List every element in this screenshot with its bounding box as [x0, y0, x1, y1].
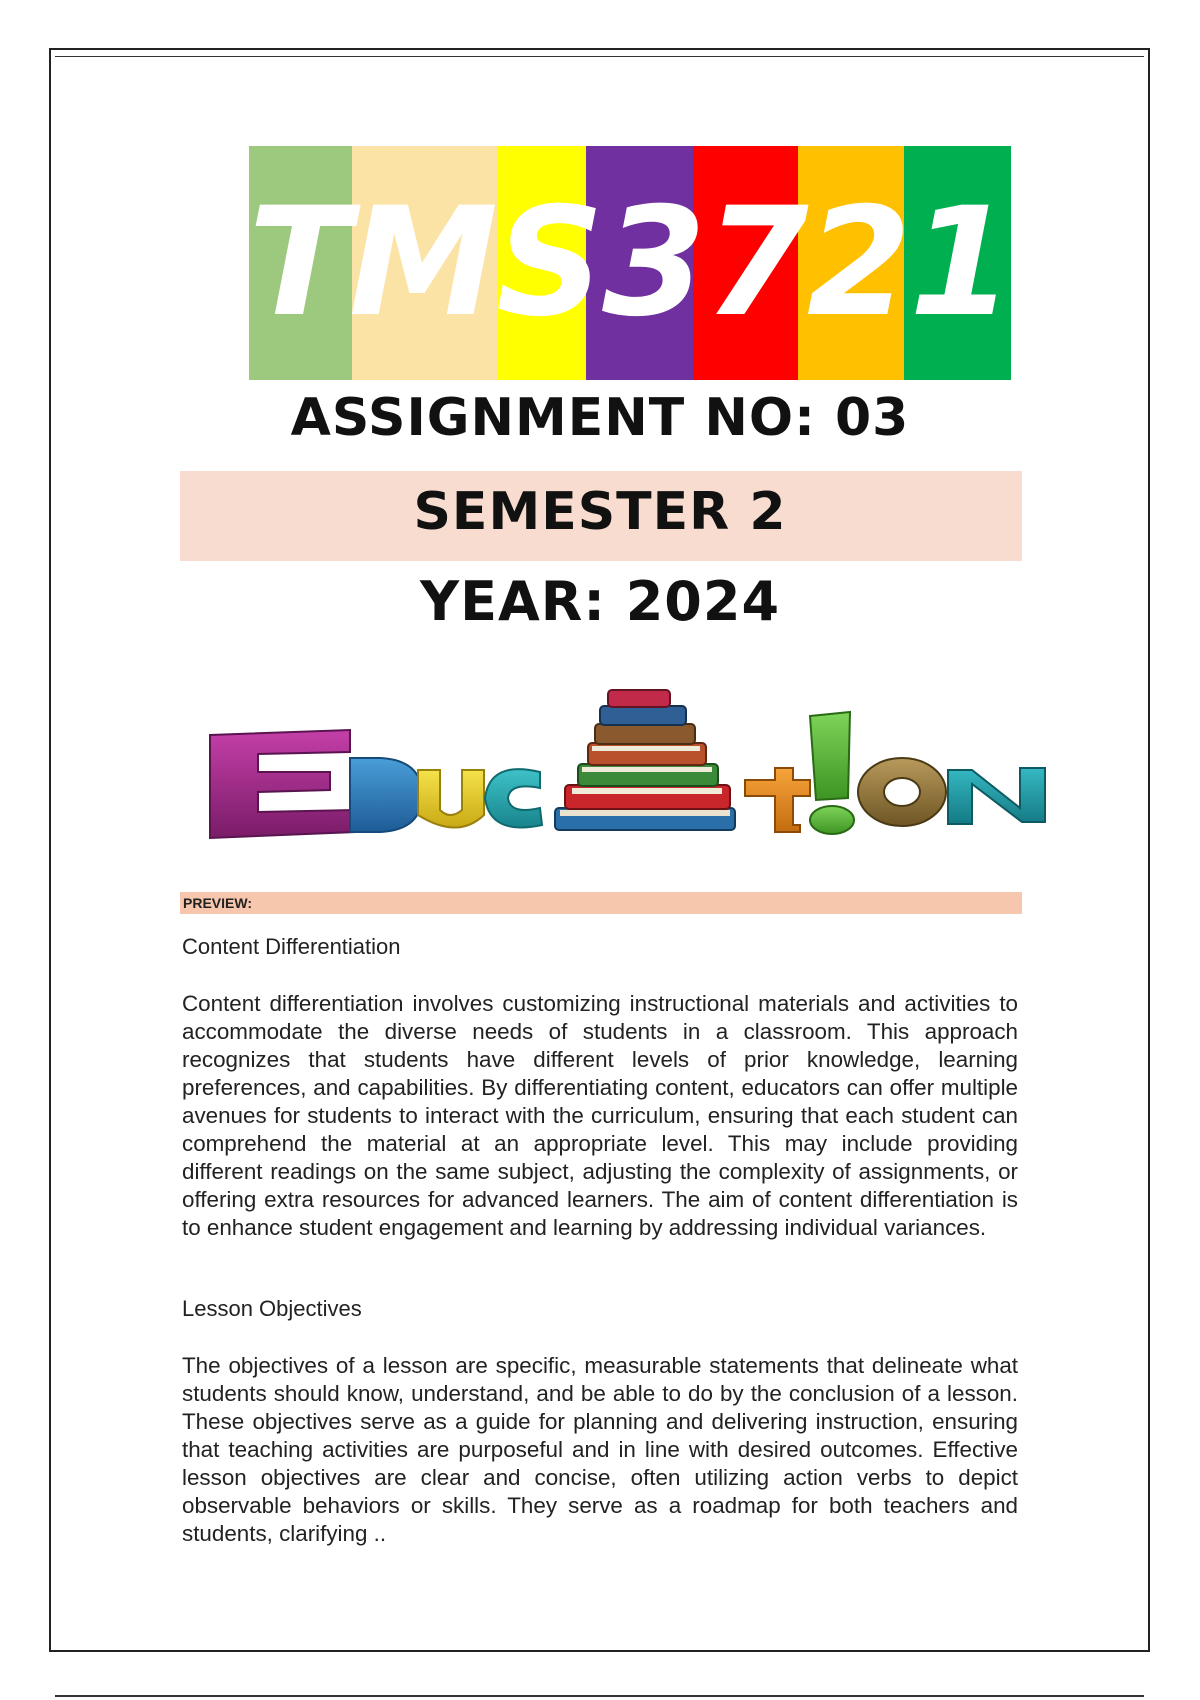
letter-e-shape	[210, 730, 355, 838]
section-title-lesson-objectives: Lesson Objectives	[182, 1296, 362, 1321]
section-body-content-differentiation: Content differentiation involves customizing instructional materials and activities to accommodate the diverse needs of students in a classroom. This approach recognizes that students have different levels of prior knowledge, learning preferences, and capabilities. By differentiating content, educators can offer multiple avenues for students to interact with the curriculum, ensuring that each student can comprehend the material at an appropriate level. This may include providing different readings on the same subject, adjusting the complexity of assignments, or offering extra resources for advanced learners. The aim of content differentiation is to enhance student engagement and learning by addressing individual variances.	[182, 991, 1018, 1240]
assignment-number: ASSIGNMENT NO: 03	[290, 388, 910, 448]
section-title-content-differentiation: Content Differentiation	[182, 934, 401, 959]
section-body-lesson-objectives: The objectives of a lesson are specific, measurable statements that delineate what students should know, understand, and be able to do by the conclusion of a lesson. These objectives serve as a guide for planning and delivering instruction, ensuring that teaching activities are purposeful and in line with desired outcomes. Effective lesson objectives are clear and concise, often utilizing action verbs to depict observable behaviors or skills. They serve as a roadmap for both teachers and students, clarifying ..	[182, 1353, 1018, 1546]
book-stack	[555, 690, 735, 830]
education-illustration	[200, 680, 1070, 850]
course-code: TMS3721	[248, 176, 1012, 350]
bottom-rule	[55, 1695, 1144, 1697]
year-label: YEAR: 2024	[419, 570, 781, 633]
semester-label: SEMESTER 2	[413, 482, 787, 542]
preview-label: PREVIEW:	[180, 892, 1022, 914]
top-rule	[55, 56, 1144, 57]
